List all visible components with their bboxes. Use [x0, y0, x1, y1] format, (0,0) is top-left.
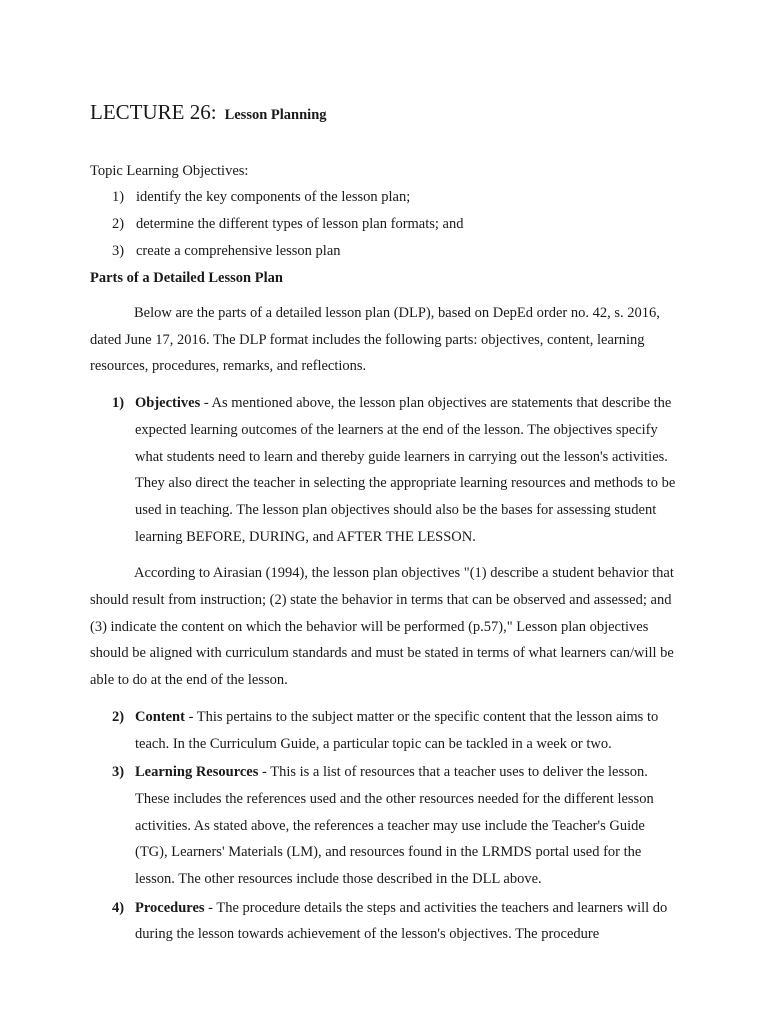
part-term: Learning Resources: [135, 764, 259, 781]
list-item-number: 4): [112, 899, 125, 916]
list-item-number: 3): [112, 764, 125, 781]
list-item: [112, 184, 678, 211]
lecture-number: LECTURE 26:: [90, 100, 217, 124]
list-item-procedures: [112, 895, 678, 948]
dlp-parts-list: [90, 390, 678, 550]
part-description: - As mentioned above, the lesson plan objectives are statements that describe the expected learning outcomes of the learners at the end of the lesson. The objectives specify what students need to learn and thereby guide learners in carrying out the lesson's activities. They also direct the teacher in selecting the appropriate learning resources and methods to be used in teaching. The lesson plan objectives should also be the bases for assessing student learning BEFORE, DURING, and AFTER THE LESSON.: [135, 395, 676, 545]
list-item-number: 3): [112, 243, 125, 259]
list-item-objectives: [112, 390, 678, 550]
objectives-heading: Topic Learning Objectives:: [90, 163, 249, 179]
dlp-parts-list-continued: [90, 704, 678, 948]
section-heading: Parts of a Detailed Lesson Plan: [90, 270, 283, 286]
list-item-text: identify the key components of the lesson plan;: [136, 189, 411, 205]
list-item-body: [135, 895, 678, 948]
part-description: - This pertains to the subject matter or the specific content that the lesson aims to teach. In the Curriculum Guide, a particular topic can be tackled in a week or two.: [135, 708, 659, 752]
part-description: - The procedure details the steps and activities the teachers and learners will do during the lesson towards achievement of the lesson's objectives. The procedure: [135, 899, 668, 943]
list-item-learning-resources: [112, 759, 678, 893]
list-item-body: [135, 390, 678, 550]
page-title: [90, 92, 678, 124]
list-item-body: [135, 704, 678, 757]
intro-paragraph: Below are the parts of a detailed lesson plan (DLP), based on DepEd order no. 42, s. 2016, dated June 17, 2016. The DLP format includes the following parts: objectives, content, learning resources, procedures, remarks, and reflections.: [90, 305, 660, 375]
part-term: Content: [135, 708, 185, 725]
part-description: - This is a list of resources that a teacher uses to deliver the lesson. These includes the references used and the other resources needed for the different lesson activities. As stated above, the references a teacher may use include the Teacher's Guide (TG), Learners' Materials (LM), and resources found in the LRMDS portal used for the lesson. The other resources include those described in the DLL above.: [135, 764, 654, 888]
part-term: Objectives: [135, 395, 201, 412]
list-item-number: 1): [112, 395, 125, 412]
airasian-paragraph: According to Airasian (1994), the lesson plan objectives "(1) describe a student behavior that should result from instruction; (2) state the behavior in terms that can be observed and assessed; and (3) indicate the content on which the behavior will be performed (p.57)," Lesson plan objectives should be aligned with curriculum standards and must be stated in terms of what learners can/will be able to do at the end of the lesson.: [90, 565, 674, 689]
list-item: [112, 211, 678, 238]
list-item-number: 2): [112, 216, 125, 232]
list-item-body: [135, 759, 678, 893]
part-term: Procedures: [135, 899, 205, 916]
list-item-content: [112, 704, 678, 757]
list-item-text: determine the different types of lesson plan formats; and: [136, 216, 464, 232]
list-item: [112, 238, 678, 265]
list-item-text: create a comprehensive lesson plan: [136, 243, 341, 259]
list-item-number: 1): [112, 189, 125, 205]
list-item-number: 2): [112, 708, 125, 725]
lecture-topic: Lesson Planning: [224, 107, 327, 123]
objectives-list: [90, 184, 678, 265]
